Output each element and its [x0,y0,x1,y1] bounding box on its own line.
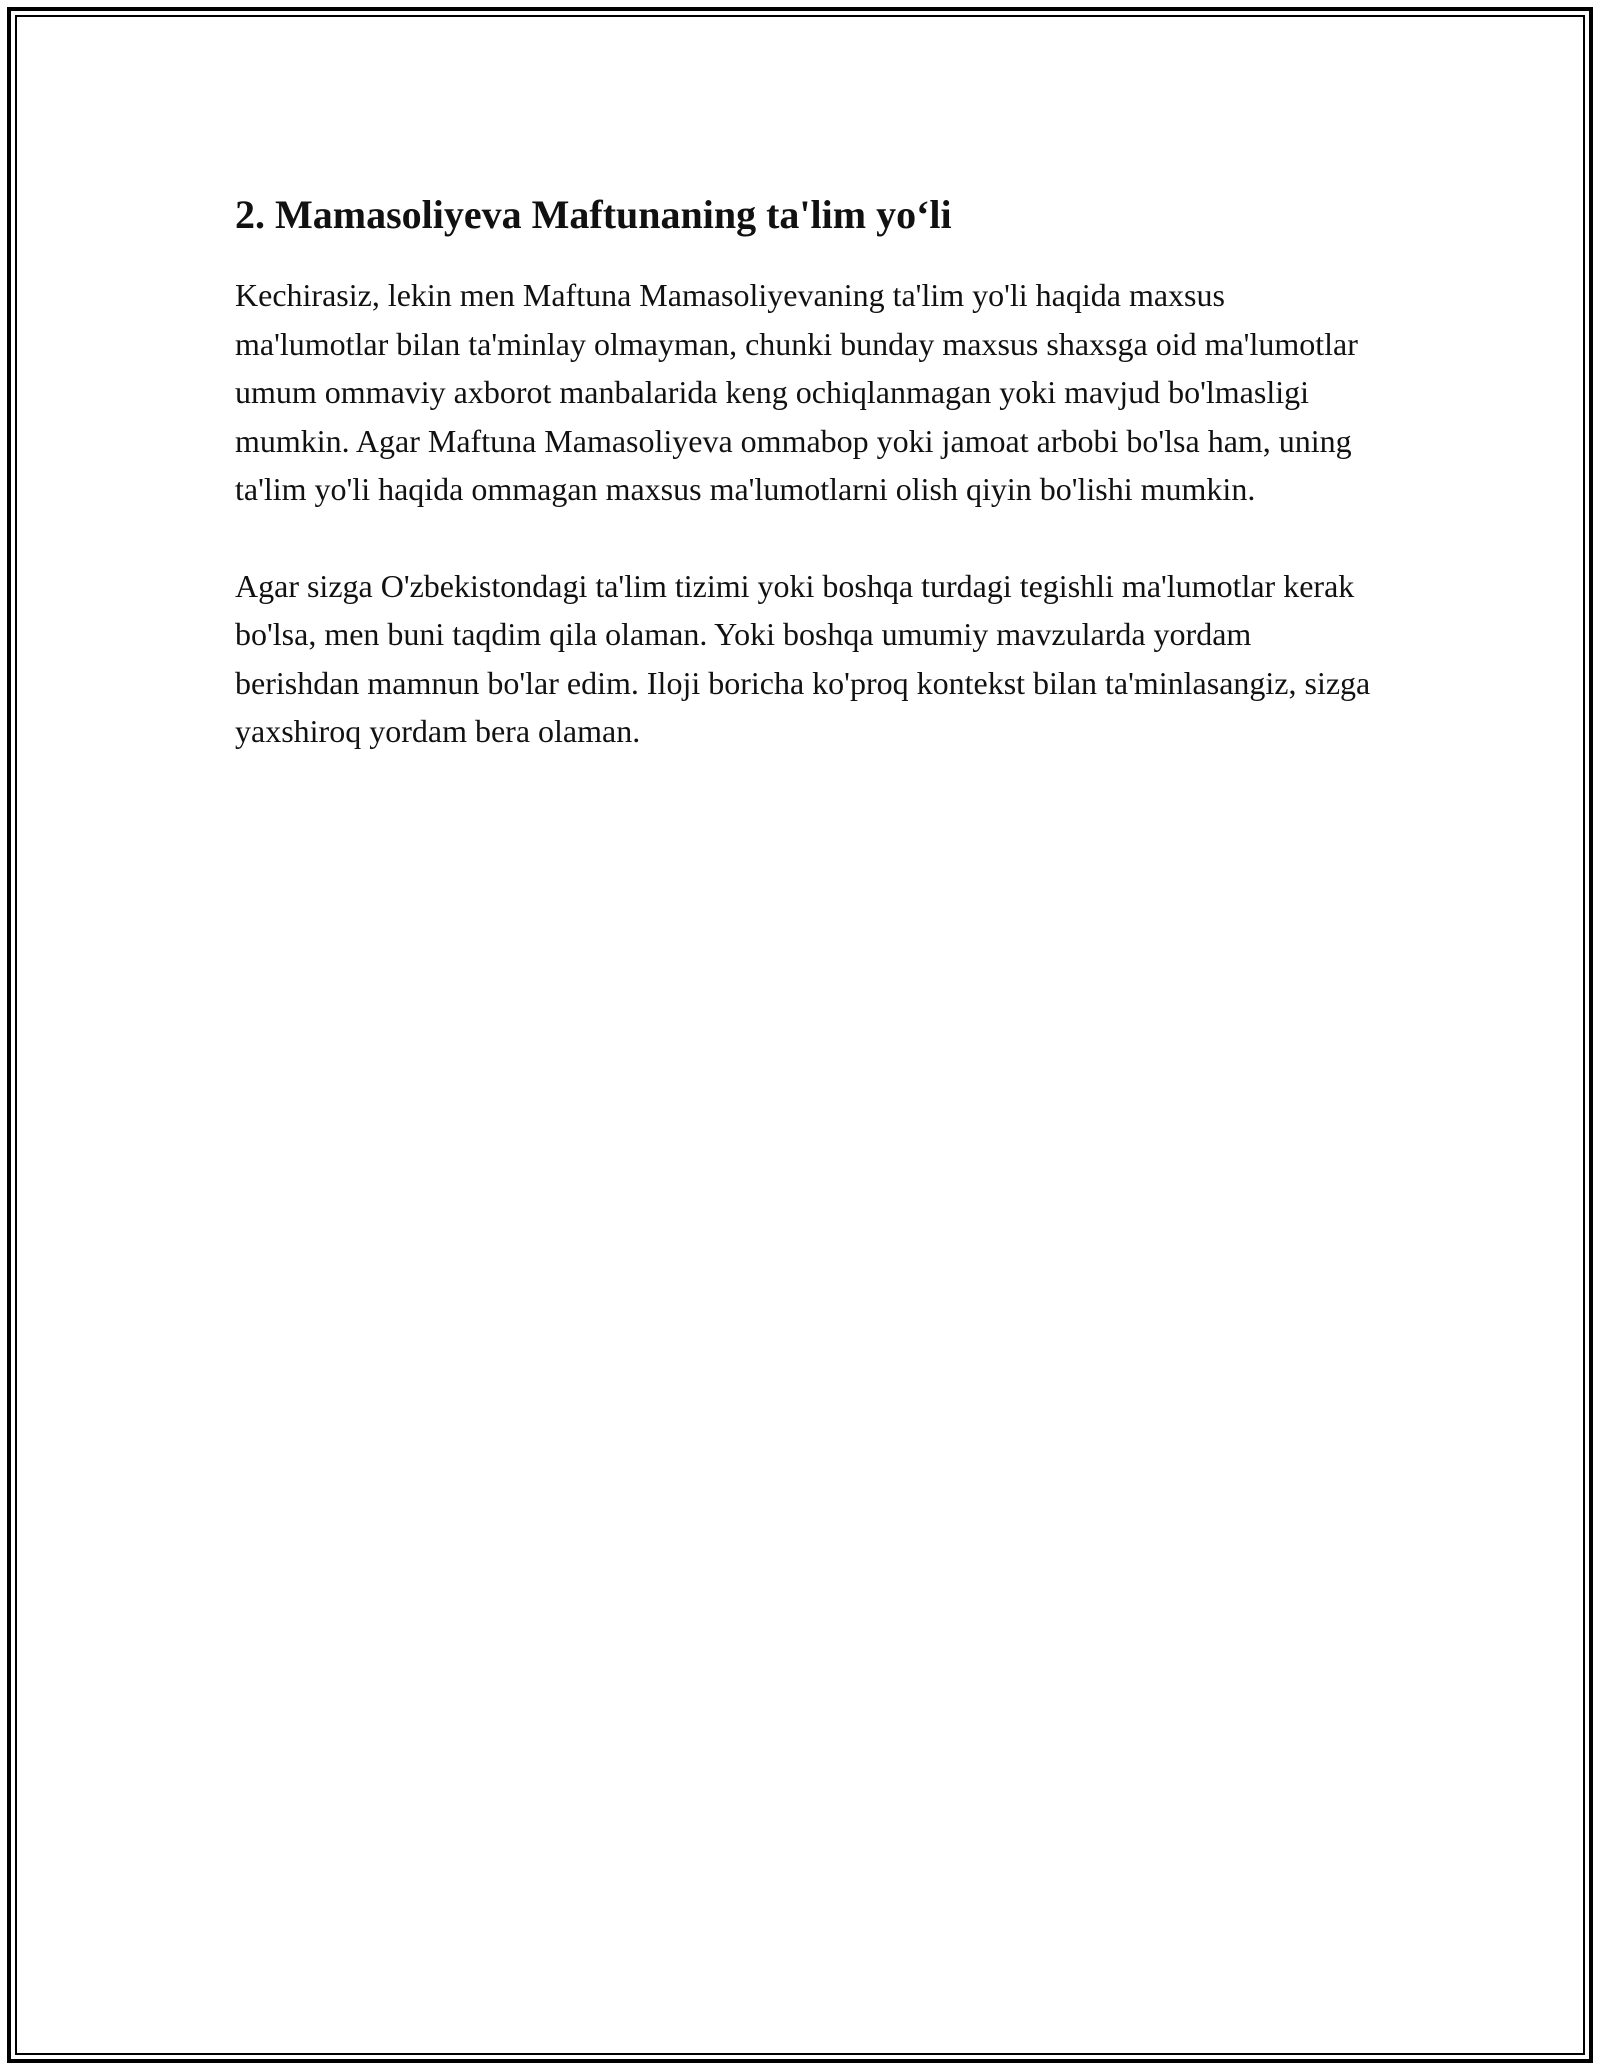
section-heading: 2. Mamasoliyeva Maftunaning ta'lim yo‘li [235,192,952,237]
paragraph-2: Agar sizga O'zbekistondagi ta'lim tizimi yoki boshqa turdagi tegishli ma'lumotlar kerak bo'lsa, men buni taqdim qila olaman. Yoki boshqa umumiy mavzularda yordam berishdan mamnun bo'lar edim. Iloji boricha ko'proq kontekst bilan ta'minlasangiz, sizga yaxshiroq yordam bera olaman. [235,567,1371,749]
paragraph-1: Kechirasiz, lekin men Maftuna Mamasoliyevaning ta'lim yo'li haqida maxsus ma'lumotlar bilan ta'minlay olmayman, chunki bunday maxsus shaxsga oid ma'lumotlar umum ommaviy axborot manbalarida keng ochiqlanmagan yoki mavjud bo'lmasligi mumkin. Agar Maftuna Mamasoliyeva ommabop yoki jamoat arbobi bo'lsa ham, uning ta'lim yo'li haqida ommagan maxsus ma'lumotlarni olish qiyin bo'lishi mumkin. [235,277,1358,507]
document-body [235,185,1375,804]
